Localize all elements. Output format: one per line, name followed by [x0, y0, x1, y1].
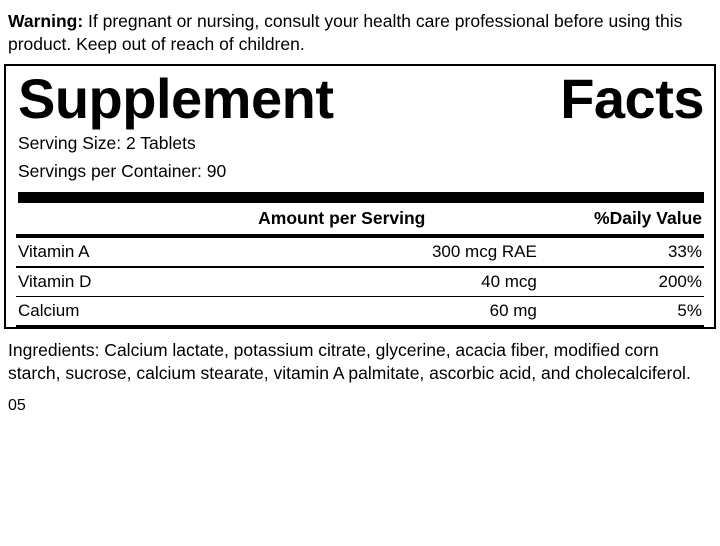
nutrient-daily-value: 5%: [677, 301, 702, 321]
panel-title: [6, 66, 714, 129]
nutrient-name: Vitamin A: [18, 242, 90, 262]
nutrients-rows-table: [16, 238, 704, 327]
panel-title-word-1: Supplement: [18, 67, 334, 131]
nutrient-amount: 60 mg: [489, 301, 537, 321]
nutrient-name: Vitamin D: [18, 271, 92, 291]
table-row: [16, 238, 704, 266]
nutrient-amount: 40 mcg: [481, 271, 537, 291]
servings-per-container: Servings per Container: 90: [18, 161, 227, 182]
nutrient-name: Calcium: [18, 301, 80, 321]
revision-code: 05: [8, 397, 26, 415]
column-header-amount: Amount per Serving: [258, 207, 426, 228]
ingredients-paragraph: Ingredients: Calcium lactate, potassium citrate, glycerine, acacia fiber, modified corn starch, sucrose, calcium stearate, vitamin A palmitate, ascorbic acid, and cholecalciferol.: [8, 339, 691, 383]
table-header-row: [16, 203, 704, 234]
warning-text: If pregnant or nursing, consult your health care professional before using this product. Keep out of reach of children.: [8, 11, 683, 55]
serving-size: Serving Size: 2 Tablets: [18, 133, 196, 154]
nutrients-table: [16, 203, 704, 234]
panel-title-word-2: Facts: [560, 67, 704, 131]
nutrient-daily-value: 33%: [667, 242, 702, 262]
column-header-nutrient: [16, 203, 24, 234]
nutrient-daily-value: 200%: [658, 271, 702, 291]
warning-label: Warning:: [8, 11, 84, 31]
column-header-daily-value: %Daily Value: [594, 207, 702, 228]
row-divider: [16, 325, 704, 327]
table-row: [16, 268, 704, 296]
warning-paragraph: [0, 0, 720, 62]
nutrient-amount: 300 mcg RAE: [431, 242, 537, 262]
table-row: [16, 297, 704, 325]
supplement-facts-panel: [4, 64, 716, 328]
panel-rule-thick: [18, 192, 704, 203]
